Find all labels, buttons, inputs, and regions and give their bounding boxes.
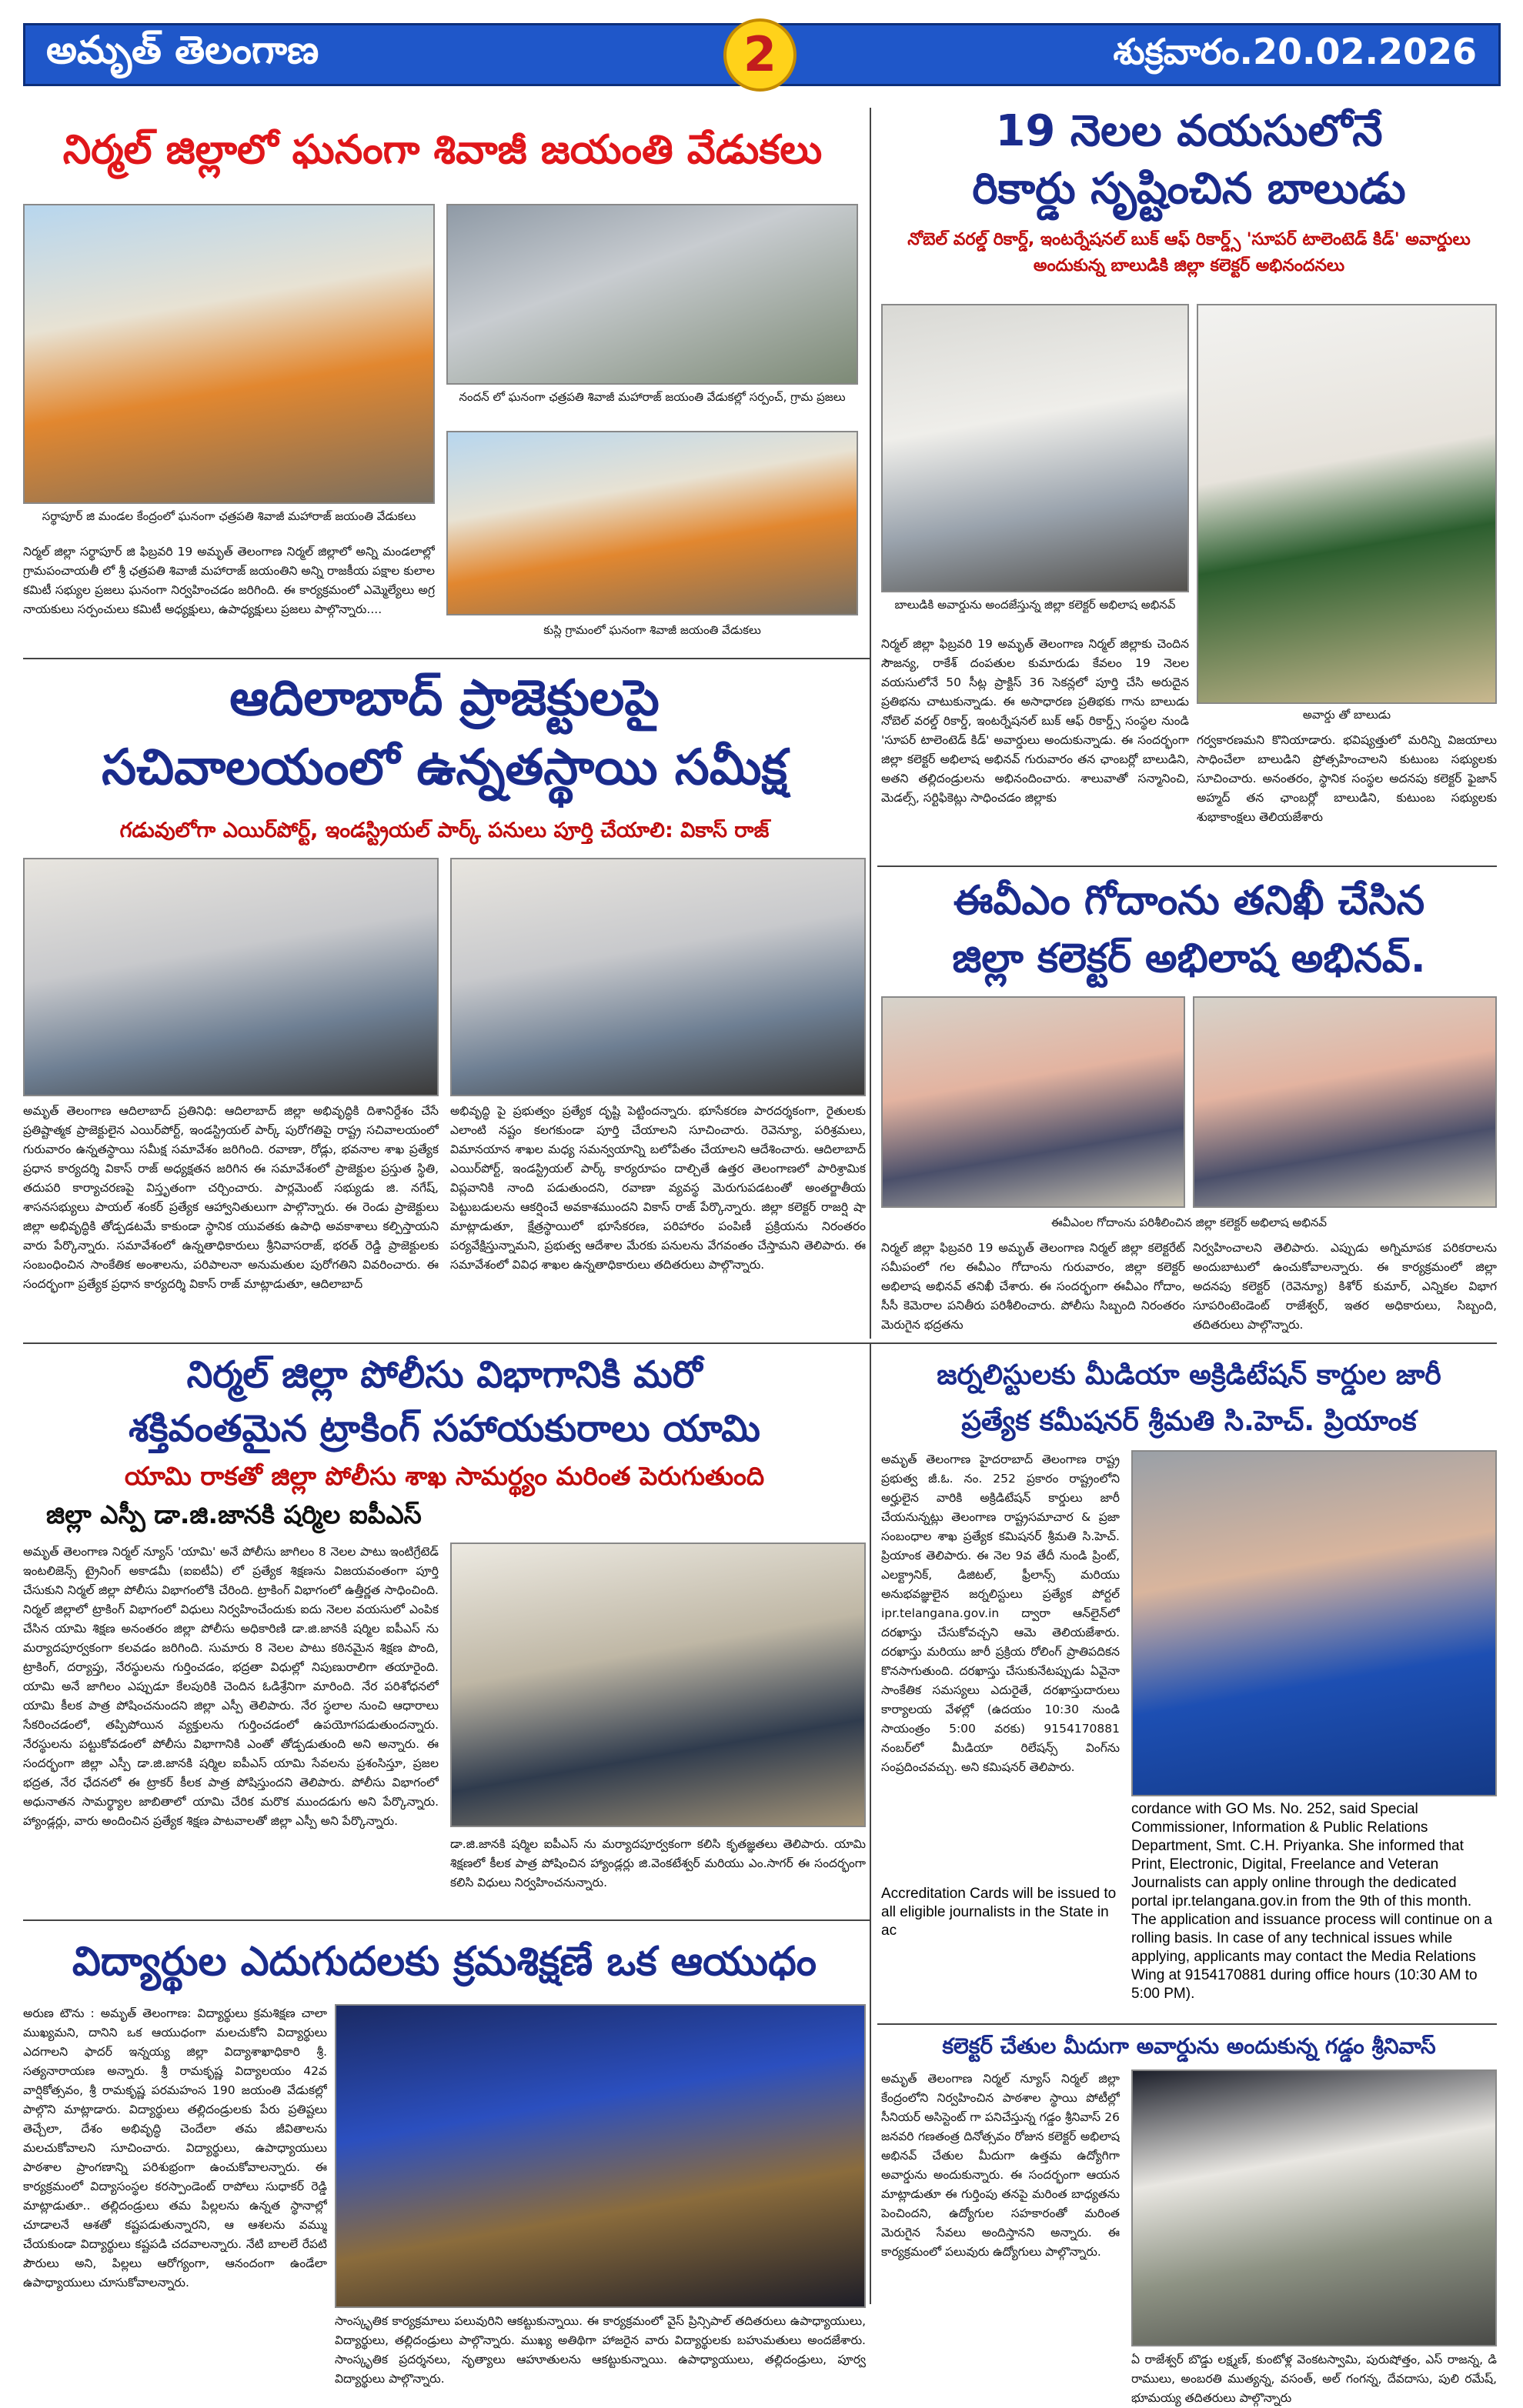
award-body: అమృత్ తెలంగాణ నిర్మల్ న్యూస్ నిర్మల్ జిల్లా కేంద్రంలోని నిర్వహించిన పాఠశాల స్థాయి పోటీల్లో సీనియర్ అసిస్టెంట్ గా పనిచేస్తున్న గడ్డం శ్రీనివాస్ 26 జనవరి గణతంత్ర దినోత్సవం రోజున కలెక్టర్ అభిలాష అభినవ్ చేతుల మీదుగా ఉత్తమ ఉద్యోగిగా అవార్డును అందుకున్నారు. ఈ సందర్భంగా ఆయన మాట్లాడుతూ ఈ గుర్తింపు తనపై మరింత బాధ్యతను పెంచిందని, ఉద్యోగుల సహకారంతో మరింత మెరుగైన సేవలు అందిస్తానని అన్నారు. ఈ కార్యక్రమంలో పలువురు ఉద్యోగులు పాల్గొన్నారు. [881,2072,1120,2259]
media-headline-1: జర్నలిస్టులకు మీడియా అక్రిడిటేషన్ కార్డుల జారీ [937,1359,1441,1391]
shivaji-photo-1 [23,204,435,504]
record-headline-1: 19 నెలల వయసులోనే [995,106,1383,156]
rule-record-bottom [877,865,1497,867]
shivaji-caption-2: నందన్ లో ఘనంగా ఛత్రపతి శివాజీ మహారాజ్ జయంతి వేడుకల్లో సర్పంచ్, గ్రామ ప్రజలు [459,390,846,404]
issue-date: శుక్రవారం.20.02.2026 [1113,31,1477,72]
record-subhead: నోబెల్ వరల్డ్ రికార్డ్, ఇంటర్నేషనల్ బుక్ ఆఫ్ రికార్డ్స్ 'సూపర్ టాలెంటెడ్ కిడ్' అవార్డులు అందుకున్న బాలుడికి జిల్లా కలెక్టర్ అభినందనలు [907,230,1471,275]
discipline-body-right: సాంస్కృతిక కార్యక్రమాలు పలువురిని ఆకట్టుకున్నాయి. ఈ కార్యక్రమంలో వైస్ ప్రిన్సిపాల్ తదితరులు ఉపాధ్యాయులు, విద్యార్థులు, తల్లిదండ్రులు పాల్గొన్నారు. ముఖ్య అతిథిగా హాజరైన వారు విద్యార్థులకు బహుమతులు అందజేశారు. సాంస్కృతిక ప్రదర్శనలు, నృత్యాలు ఆహూతులను ఆకట్టుకున్నాయి. ఉపాధ్యాయులు, తల్లిదండ్రులు, పూర్వ విద్యార్థులు పాల్గొన్నారు. [335,2314,866,2386]
shivaji-headline: నిర్మల్ జిల్లాలో ఘనంగా శివాజీ జయంతి వేడుకలు [62,127,823,173]
shivaji-photo-3 [446,431,858,615]
adilabad-photo-2 [450,858,866,1096]
record-photo-boy [1197,304,1497,704]
evm-body-left: నిర్మల్ జిల్లా ఫిబ్రవరి 19 అమృత్ తెలంగాణ నిర్మల్ జిల్లా కలెక్టరేట్ సమీపంలో గల ఈవీఎం గోదాంను గురువారం, జిల్లా కలెక్టర్ అభిలాష అభినవ్ తనిఖీ చేశారు. ఈ సందర్భంగా ఈవీఎం గోదాం, సీసీ కెమెరాల పనితీరు పరిశీలించారు. పోలీసు సిబ్బంది నిరంతరం మెరుగైన భద్రతను [881,1241,1185,1332]
media-body: అమృత్ తెలంగాణ హైదరాబాద్ తెలంగాణ రాష్ట్ర ప్రభుత్వ జీ.ఓ. నం. 252 ప్రకారం రాష్ట్రంలోని అర్హులైన వారికి అక్రిడిటేషన్ కార్డులు జారీ చేయనున్నట్లు తెలంగాణ రాష్ట్రసమాచార & ప్రజా సంబంధాల శాఖ ప్రత్యేక కమిషనర్ శ్రీమతి సి.హెచ్. ప్రియాంక తెలిపారు. ఈ నెల 9వ తేదీ నుండి ప్రింట్, ఎలక్ట్రానిక్, డిజిటల్, ఫ్రీలాన్స్ మరియు అనుభవజ్ఞులైన జర్నలిస్టులు ప్రత్యేక పోర్టల్ ipr.telangana.gov.in ద్వారా ఆన్‌లైన్‌లో దరఖాస్తు చేసుకోవచ్చని ఆమె తెలియజేశారు. దరఖాస్తు మరియు జారీ ప్రక్రియ రోలింగ్ ప్రాతిపదికన కొనసాగుతుంది. దరఖాస్తు చేసుకునేటప్పుడు ఏవైనా సాంకేతిక సమస్యలు ఎదురైతే, దరఖాస్తుదారులు కార్యాలయ వేళల్లో (ఉదయం 10:30 నుండి సాయంత్రం 5:00 వరకు) 9154170881 నంబర్‌లో మీడియా రిలేషన్స్ వింగ్‌ను సంప్రదించవచ్చు. అని కమిషనర్ తెలిపారు. [881,1452,1120,1774]
column-rule-1 [870,108,871,1339]
rule-shivaji-bottom [23,658,870,659]
shivaji-caption-1: సర్థాపూర్ జి మండల కేంద్రంలో ఘనంగా ఛత్రపతి శివాజీ మహారాజ్ జయంతి వేడుకలు [42,509,416,523]
police-body: అమృత్ తెలంగాణ నిర్మల్ న్యూస్ 'యామి' అనే పోలీసు జాగిలం 8 నెలల పాటు ఇంటిగ్రేటెడ్ ఇంటలిజెన్స్ ట్రైనింగ్ అకాడమీ (ఐఐటీఏ) లో ప్రత్యేక శిక్షణను విజయవంతంగా పూర్తి చేసుకుని నిర్మల్ జిల్లా పోలీసు విభాగంలోకి చేరింది. ట్రాకింగ్ విభాగంలో ఉత్తీర్ణత సాధించింది. నిర్మల్ జిల్లాలో ట్రాకింగ్ విభాగంలో విధులు నిర్వహించేందుకు ఐదు నెలల వయసులో ఎంపిక చేసిన యామి శిక్షణ అనంతరం జిల్లా పోలీసు అధికారిణి డా.జి.జానకి షర్మిల ఐపీఎస్ ను మర్యాదపూర్వకంగా కలవడం జరిగింది. సుమారు 8 నెలల పాటు కఠినమైన శిక్షణ పొంది, ట్రాకింగ్, దర్యాప్తు, నేరస్థులను గుర్తించడం, భద్రతా విధుల్లో నిపుణురాలిగా తయారైంది. యామి అనే జాగిలం ఎప్పుడూ కేలపురికి చెందిన ఓడిశ్రేనిగా మారింది. నేర పరిశోధనలో యామి కీలక పాత్ర పోషించనుందని జిల్లా ఎస్పీ తెలిపారు. నేర స్థలాల నుంచి ఆధారాలు సేకరించడంలో, తప్పిపోయిన వ్యక్తులను గుర్తించడంలో ఉపయోగపడుతుందన్నారు. నేరస్థులను పట్టుకోవడంలో పోలీసు విభాగానికి ఎంతో తోడ్పడుతుంది అని అన్నారు. ఈ సందర్భంగా జిల్లా ఎస్పీ డా.జి.జానకి షర్మిల ఐపీఎస్ యామి సేవలను ప్రశంసిస్తూ, ప్రజల భద్రత, నేర ఛేదనలో ఈ ట్రాకర్ కీలక పాత్ర పోషిస్తుందని తెలిపారు. పోలీసు విభాగంలో అధునాతన సామర్థ్యాల జాబితాలో యామి చేరిక మరొక ముందడుగు అని పేర్కొన్నారు. హ్యాండ్లర్లు, వారు అందించిన ప్రత్యేక శిక్షణ పాటవాలతో జిల్లా ఎస్పీ అని పేర్కొన్నారు. [23,1545,439,1828]
media-body-tail: Accreditation Cards will be issued to all eligible journalists in the State in ac [881,1886,1117,1939]
rule-media-bottom [877,2023,1497,2025]
shivaji-photo-2 [446,204,858,385]
media-headline-2: ప్రత్యేక కమీషనర్ శ్రీమతి సి.హెచ్. ప్రియాంక [961,1406,1417,1437]
column-rule-2 [870,1342,871,2304]
police-headline-2: శక్తివంతమైన ట్రాకింగ్ సహాయకురాలు యామి [129,1407,760,1450]
evm-photo-1 [881,996,1185,1208]
record-headline-2: రికార్డు సృష్టించిన బాలుడు [972,164,1406,214]
record-caption-2: అవార్డు తో బాలుడు [1302,708,1391,722]
shivaji-body: నిర్మల్ జిల్లా సర్థాపూర్ జి ఫిబ్రవరి 19 అమృత్ తెలంగాణ నిర్మల్ జిల్లాలో అన్ని మండలాల్లో గ్రామపంచాయతీ లో శ్రీ ఛత్రపతి శివాజీ మహారాజ్ జయంతిని అన్ని రాజకీయ పక్షాల కులాల కమిటీ సభ్యుల ప్రజలు ఘనంగా నిర్వహించడం జరిగింది. ఈ కార్యక్రమంలో ఎమ్మెల్యేలు అగ్ర నాయకులు సర్పంచులు కమిటీ అధ్యక్షులు, ఉపాధ్యక్షులు ప్రజలు పాల్గొన్నారు.... [23,545,435,616]
award-photo [1131,2069,1497,2346]
rule-middle [23,1342,1497,1344]
newspaper-title: అమృత్ తెలంగాణ [46,28,319,72]
police-photo [450,1543,866,1827]
evm-headline-1: ఈవీఎం గోదాంను తనిఖీ చేసిన [953,878,1425,924]
page-number: 2 [723,18,797,92]
evm-body-right: నిర్వహించాలని తెలిపారు. ఎప్పుడు అగ్నిమాపక పరికరాలను అందుబాటులో ఉంచుకోవాలన్నారు. ఈ కార్యక్రమంలో జిల్లా అదనపు కలెక్టర్ (రెవెన్యూ) కిశోర్ కుమార్, ఎన్నికల విభాగ సూపరింటెండెంట్ రాజేశ్వర్, ఇతర అధికారులు, సిబ్బంది, తదితరులు పాల్గొన్నారు. [1193,1241,1497,1332]
award-caption: ఏ రాజేశ్వర్ బొడ్డు లక్ష్మణ్, కుంటోళ్ల వెంకటస్వామి, పురుషోత్తం, ఎస్ రాజన్న, డి రాములు, అంబరతి ముత్యన్న, వసంత్, అల్ గంగన్న, దేవదాసు, పులి రమేష్, భూమయ్య తదితరులు పాల్గొన్నారు [1131,2353,1497,2405]
media-photo-priyanka [1131,1450,1497,1796]
record-body-right: గర్వకారణమని కొనియాడారు. భవిష్యత్తులో మరిన్ని విజయాలు సాధించేలా బాలుడిని ప్రోత్సహించాలని కుటుంబ సభ్యులకు సూచించారు. అనంతరం, స్థానిక సంస్థల అదనపు కలెక్టర్ ఫైజాన్ అహ్మద్ తన ఛాంబర్లో బాలుడిని, కుటుంబ సభ్యులకు శుభాకాంక్షలు తెలియజేశారు [1197,733,1497,824]
evm-photo-2 [1193,996,1497,1208]
evm-headline-2: జిల్లా కలెక్టర్ అభిలాష అభినవ్. [952,936,1426,982]
police-subhead-2: జిల్లా ఎస్పీ డా.జి.జానకి షర్మిల ఐపీఎస్ [46,1499,422,1529]
record-photo-collector [881,304,1189,592]
adilabad-photo-1 [23,858,439,1096]
police-headline-1: నిర్మల్ జిల్లా పోలీసు విభాగానికి మరో [186,1353,703,1396]
adilabad-body-left: అమృత్ తెలంగాణ ఆదిలాబాద్ ప్రతినిధి: ఆదిలాబాద్ జిల్లా అభివృద్ధికి దిశానిర్దేశం చేసే ప్రతిష్టాత్మక ప్రాజెక్టులైన ఎయిర్‌పోర్ట్, ఇండస్ట్రియల్ పార్క్ పురోగతిపై రాష్ట్ర సచివాలయంలో గురువారం ఉన్నతస్థాయి సమీక్ష సమావేశం జరిగింది. రవాణా, రోడ్లు, భవనాల శాఖ ప్రత్యేక ప్రధాన కార్యదర్శి వికాస్ రాజ్ అధ్యక్షతన జరిగిన ఈ సమావేశంలో ప్రాజెక్టుల ప్రస్తుత స్థితి, తదుపరి కార్యాచరణపై విస్తృతంగా చర్చించారు. పార్లమెంట్ సభ్యుడు జి. నగేష్, శాసనసభ్యులు పాయల్ శంకర్ ప్రత్యేక ఆహ్వానితులుగా పాల్గొన్నారు. ఈ రెండు ప్రాజెక్టులు జిల్లా అభివృద్ధికి తోడ్పడటమే కాకుండా స్థానిక యువతకు ఉపాధి అవకాశాలు కల్పిస్తాయని వారు పేర్కొన్నారు. సమావేశంలో ఉన్నతాధికారులు శ్రీనివాసరాజ్, భరత్ రెడ్డి ప్రాజెక్టులకు సంబంధించిన సాంకేతిక అంశాలను, పరిపాలనా అనుమతుల పురోగతిని వివరించారు. ఈ సందర్భంగా ప్రత్యేక ప్రధాన కార్యదర్శి వికాస్ రాజ్ మాట్లాడుతూ, ఆదిలాబాద్ [23,1104,439,1291]
shivaji-caption-3: కుస్లి గ్రామంలో ఘనంగా శివాజీ జయంతి వేడుకలు [543,623,761,637]
rule-police-bottom [23,1919,870,1921]
discipline-body-left: అరుణ టౌను : అమృత్ తెలంగాణ: విద్యార్థులు క్రమశిక్షణ చాలా ముఖ్యమని, దానిని ఒక ఆయుధంగా మలచుకోని విద్యార్థులు ఎదగాలని ఫాదర్ ఇన్నయ్య జిల్లా విద్యాశాఖాధికారి శ్రీ. సత్యనారాయణ అన్నారు. శ్రీ రామకృష్ణ విద్యాలయం 42వ వార్షికోత్సవం, శ్రీ రామకృష్ణ పరమహంస 190 జయంతి వేడుకల్లో పాల్గొని మాట్లాడారు. విద్యార్థులు తల్లిదండ్రులకు పేరు ప్రతిష్టలు తెచ్చేలా, దేశం అభివృద్ధి చెందేలా తమ జీవితాలను మలచుకోవాలని సూచించారు. విద్యార్థులు, ఉపాధ్యాయులు పాఠశాల ప్రాంగణాన్ని పరిశుభ్రంగా ఉంచుకోవాలన్నారు. ఈ కార్యక్రమంలో విద్యాసంస్థల కరస్పాండెంట్ రాపోలు సుధాకర్ రెడ్డి మాట్లాడుతూ.. తల్లిదండ్రులు తమ పిల్లలను ఉన్నత స్థానాల్లో చూడాలనే ఆశతో కష్టపడుతున్నారని, ఆ ఆశలను వమ్ము చేయకుండా విద్యార్థులు కష్టపడి చదవాలన్నారు. నేటి బాలలే రేపటి పౌరులు అని, పిల్లలు ఆరోగ్యంగా, ఆనందంగా ఉండేలా ఉపాధ్యాయులు చూసుకోవాలన్నారు. [23,2006,327,2290]
police-subhead-1: యామి రాకతో జిల్లా పోలీసు శాఖ సామర్థ్యం మరింత పెరుగుతుంది [124,1461,765,1491]
adilabad-headline-1: ఆదిలాబాద్ ప్రాజెక్టులపై [229,670,660,727]
discipline-photo [335,2004,866,2308]
award-headline: కలెక్టర్ చేతుల మీదుగా అవార్డును అందుకున్న గడ్డం శ్రీనివాస్ [942,2033,1436,2059]
record-body-left: నిర్మల్ జిల్లా ఫిబ్రవరి 19 అమృత్ తెలంగాణ నిర్మల్ జిల్లాకు చెందిన సౌజన్య, రాకేశ్ దంపతుల కుమారుడు కేవలం 19 నెలల వయసులోనే 50 సీట్ల ప్రాక్టిస్ 36 సెకన్లలో పూర్తి చేసి అరుదైన ప్రతిభను చాటుకున్నాడు. ఈ అసాధారణ ప్రతిభకు గాను బాలుడు నోబెల్ వరల్డ్ రికార్డ్, ఇంటర్నేషనల్ బుక్ ఆఫ్ రికార్డ్స్ సంస్థల నుండి 'సూపర్ టాలెంటెడ్ కిడ్' అవార్డులు అందుకున్నాడు. ఈ సందర్భంగా జిల్లా కలెక్టర్ అభిలాష అభినవ్ గురువారం తన ఛాంబర్లో బాలుడిని, అతని తల్లిదండ్రులను అభినందించారు. శాలువాతో సన్మానించి, మెడల్స్, సర్టిఫికెట్లు సాధించడం జిల్లాకు [881,637,1189,805]
adilabad-headline-2: సచివాలయంలో ఉన్నతస్థాయి సమీక్ష [102,739,787,796]
police-caption: డా.జి.జానకి షర్మిల ఐపీఎస్ ను మర్యాదపూర్వకంగా కలిసి కృతజ్ఞతలు తెలిపారు. యామి శిక్షణలో కీలక పాత్ర పోషించిన హ్యాండ్లర్లు జి.వెంకటేశ్వర్ మరియు ఎం.సాగర్ ఈ సందర్భంగా కలిసి విధులు నిర్వహించనున్నారు. [450,1837,866,1889]
adilabad-subhead: గడువులోగా ఎయిర్‌పోర్ట్, ఇండస్ట్రియల్ పార్క్ పనులు పూర్తి చేయాలి: వికాస్ రాజ్ [119,819,770,842]
discipline-headline: విద్యార్థుల ఎదుగుదలకు క్రమశిక్షణే ఒక ఆయుధం [72,1939,817,1985]
evm-caption: ఈవీఎంల గోదాంను పరిశీలించిన జిల్లా కలెక్టర్ అభిలాష అభినవ్ [1050,1216,1328,1229]
record-caption-1: బాలుడికి అవార్డును అందజేస్తున్న జిల్లా కలెక్టర్ అభిలాష అభినవ్ [894,598,1176,612]
adilabad-body-right: అభివృద్ధి పై ప్రభుత్వం ప్రత్యేక దృష్టి పెట్టిందన్నారు. భూసేకరణ పారదర్శకంగా, రైతులకు ఎలాంటి నష్టం కలగకుండా పూర్తి చేయాలని సూచించారు. రెవెన్యూ, పరిశ్రమలు, విమానయాన శాఖల మధ్య సమన్వయాన్ని బలోపేతం చేయాలని ఆదేశించారు. ఆదిలాబాద్ ఎయిర్‌పోర్ట్, ఇండస్ట్రియల్ పార్క్ కార్యరూపం దాల్చితే ఉత్తర తెలంగాణలో పారిశ్రామిక విప్లవానికి నాంది పడుతుందని, రవాణా వ్యవస్థ మెరుగుపడటంతో అంతర్జాతీయ పెట్టుబడులను ఆకర్షించే అవకాశముందని వికాస్ రాజ్ పేర్కొన్నారు. జిల్లా కలెక్టర్ రాజర్షి షా మాట్లాడుతూ, క్షేత్రస్థాయిలో భూసేకరణ, పరిహారం పంపిణీ ప్రక్రియను నిరంతరం పర్యవేక్షిస్తున్నామని, ప్రభుత్వ ఆదేశాల మేరకు పనులను వేగవంతం చేస్తామని తెలిపారు. ఈ సమావేశంలో వివిధ శాఖల ఉన్నతాధికారులు తదితరులు పాల్గొన్నారు. [450,1104,866,1272]
media-english-text: cordance with GO Ms. No. 252, said Special Commissioner, Information & Public Relations Department, Smt. C.H. Priyanka. She informed that Print, Electronic, Digital, Freelance and Veteran Journalists can apply online through the dedicated portal ipr.telangana.gov.in from the 9th of this month. The application and issuance process will continue on a rolling basis. In case of any technical issues while applying, applicants may contact the Media Relations Wing at 9154170881 during office hours (10:30 AM to 5:00 PM). [1131,1801,1492,2002]
